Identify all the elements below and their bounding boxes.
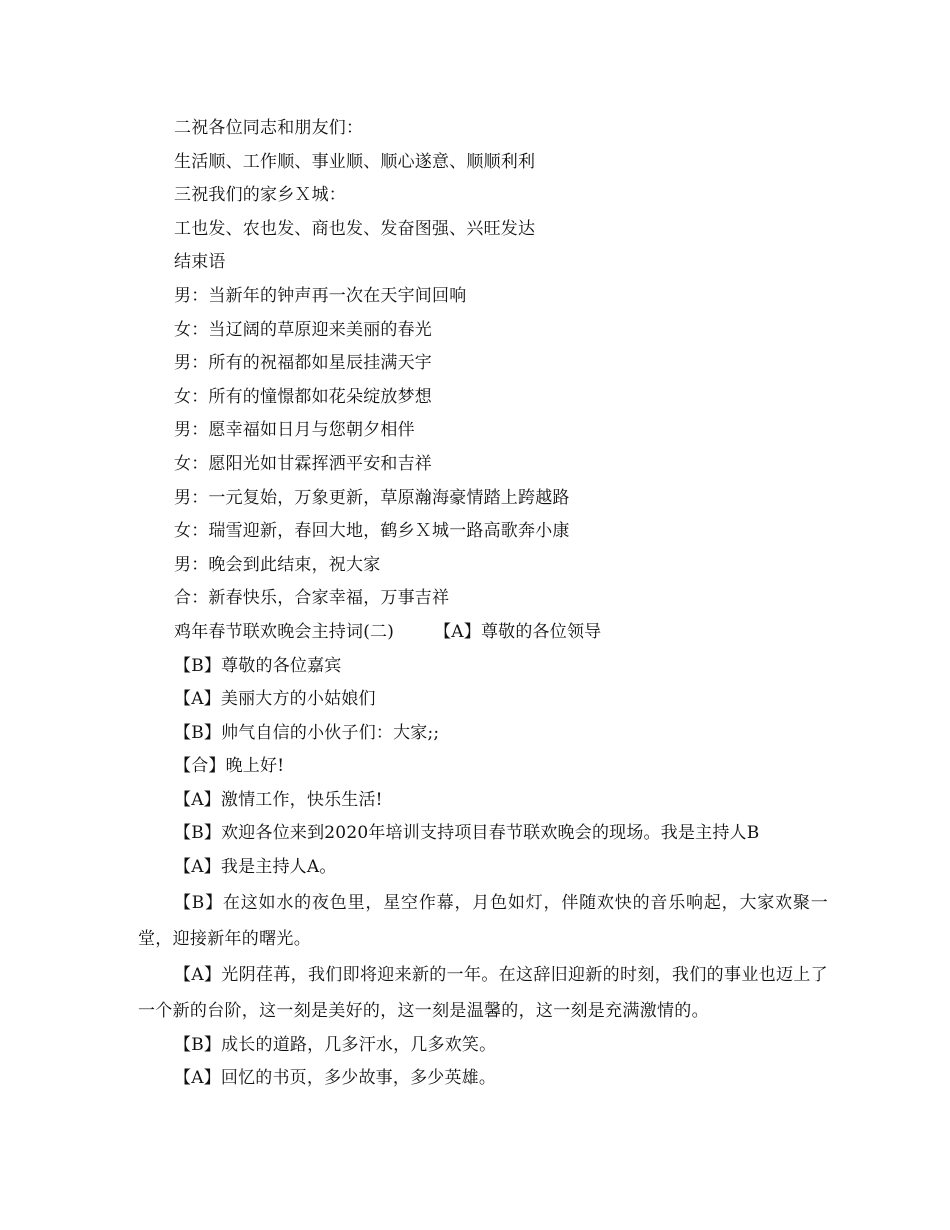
dialogue-paragraph: 【A】光阴荏苒，我们即将迎来新的一年。在这辞旧迎新的时刻，我们的事业也迈上了一个新的台阶，这一刻是美好的，这一刻是温馨的，这一刻是充满激情的。 xyxy=(138,964,828,1021)
dialogue-line: 女：愿阳光如甘霖挥洒平安和吉祥 xyxy=(174,453,432,474)
dialogue-line: 女：当辽阔的草原迎来美丽的春光 xyxy=(174,319,432,340)
dialogue-line: 男：所有的祝福都如星辰挂满天宇 xyxy=(174,353,432,374)
section-heading: 结束语 xyxy=(174,252,226,273)
dialogue-line: 【B】欢迎各位来到2020年培训支持项目春节联欢晚会的现场。我是主持人B xyxy=(174,823,760,844)
dialogue-line: 【A】美丽大方的小姑娘们 xyxy=(174,689,376,710)
dialogue-line: 合：新春快乐，合家幸福，万事吉祥 xyxy=(174,588,450,609)
document-title: 鸡年春节联欢晚会主持词(二) xyxy=(174,621,395,642)
dialogue-line: 男：当新年的钟声再一次在天宇间回响 xyxy=(174,285,467,306)
dialogue-line: 【A】我是主持人A。 xyxy=(174,857,337,878)
text-line: 生活顺、工作顺、事业顺、顺心遂意、顺顺利利 xyxy=(174,151,536,172)
dialogue-line: 【合】晚上好! xyxy=(174,756,285,777)
title-line xyxy=(138,616,828,650)
dialogue-line: 女：所有的憧憬都如花朵绽放梦想 xyxy=(174,386,432,407)
dialogue-line: 男：晚会到此结束，祝大家 xyxy=(174,554,381,575)
dialogue-line: 【B】成长的道路，几多汗水，几多欢笑。 xyxy=(174,1034,497,1055)
text-line: 工也发、农也发、商也发、发奋图强、兴旺发达 xyxy=(174,218,536,239)
dialogue-line: 【A】回忆的书页，多少故事，多少英雄。 xyxy=(174,1068,497,1089)
dialogue-line: 女：瑞雪迎新，春回大地，鹤乡Ｘ城一路高歌奔小康 xyxy=(174,521,570,542)
dialogue-line: 【A】激情工作，快乐生活! xyxy=(174,789,383,810)
dialogue-line: 男：愿幸福如日月与您朝夕相伴 xyxy=(174,420,415,441)
dialogue-line: 【B】尊敬的各位嘉宾 xyxy=(174,655,342,676)
document-body xyxy=(138,112,828,1096)
text-line: 二祝各位同志和朋友们： xyxy=(174,118,364,138)
dialogue-line: 【A】尊敬的各位领导 xyxy=(434,621,602,642)
dialogue-line: 男：一元复始，万象更新，草原瀚海豪情踏上跨越路 xyxy=(174,487,570,508)
text-line: 三祝我们的家乡Ｘ城： xyxy=(174,185,346,206)
dialogue-line: 【B】帅气自信的小伙子们：大家;; xyxy=(174,722,440,743)
dialogue-paragraph: 【B】在这如水的夜色里，星空作幕，月色如灯，伴随欢快的音乐响起，大家欢聚一堂，迎接新年的曙光。 xyxy=(138,892,828,949)
